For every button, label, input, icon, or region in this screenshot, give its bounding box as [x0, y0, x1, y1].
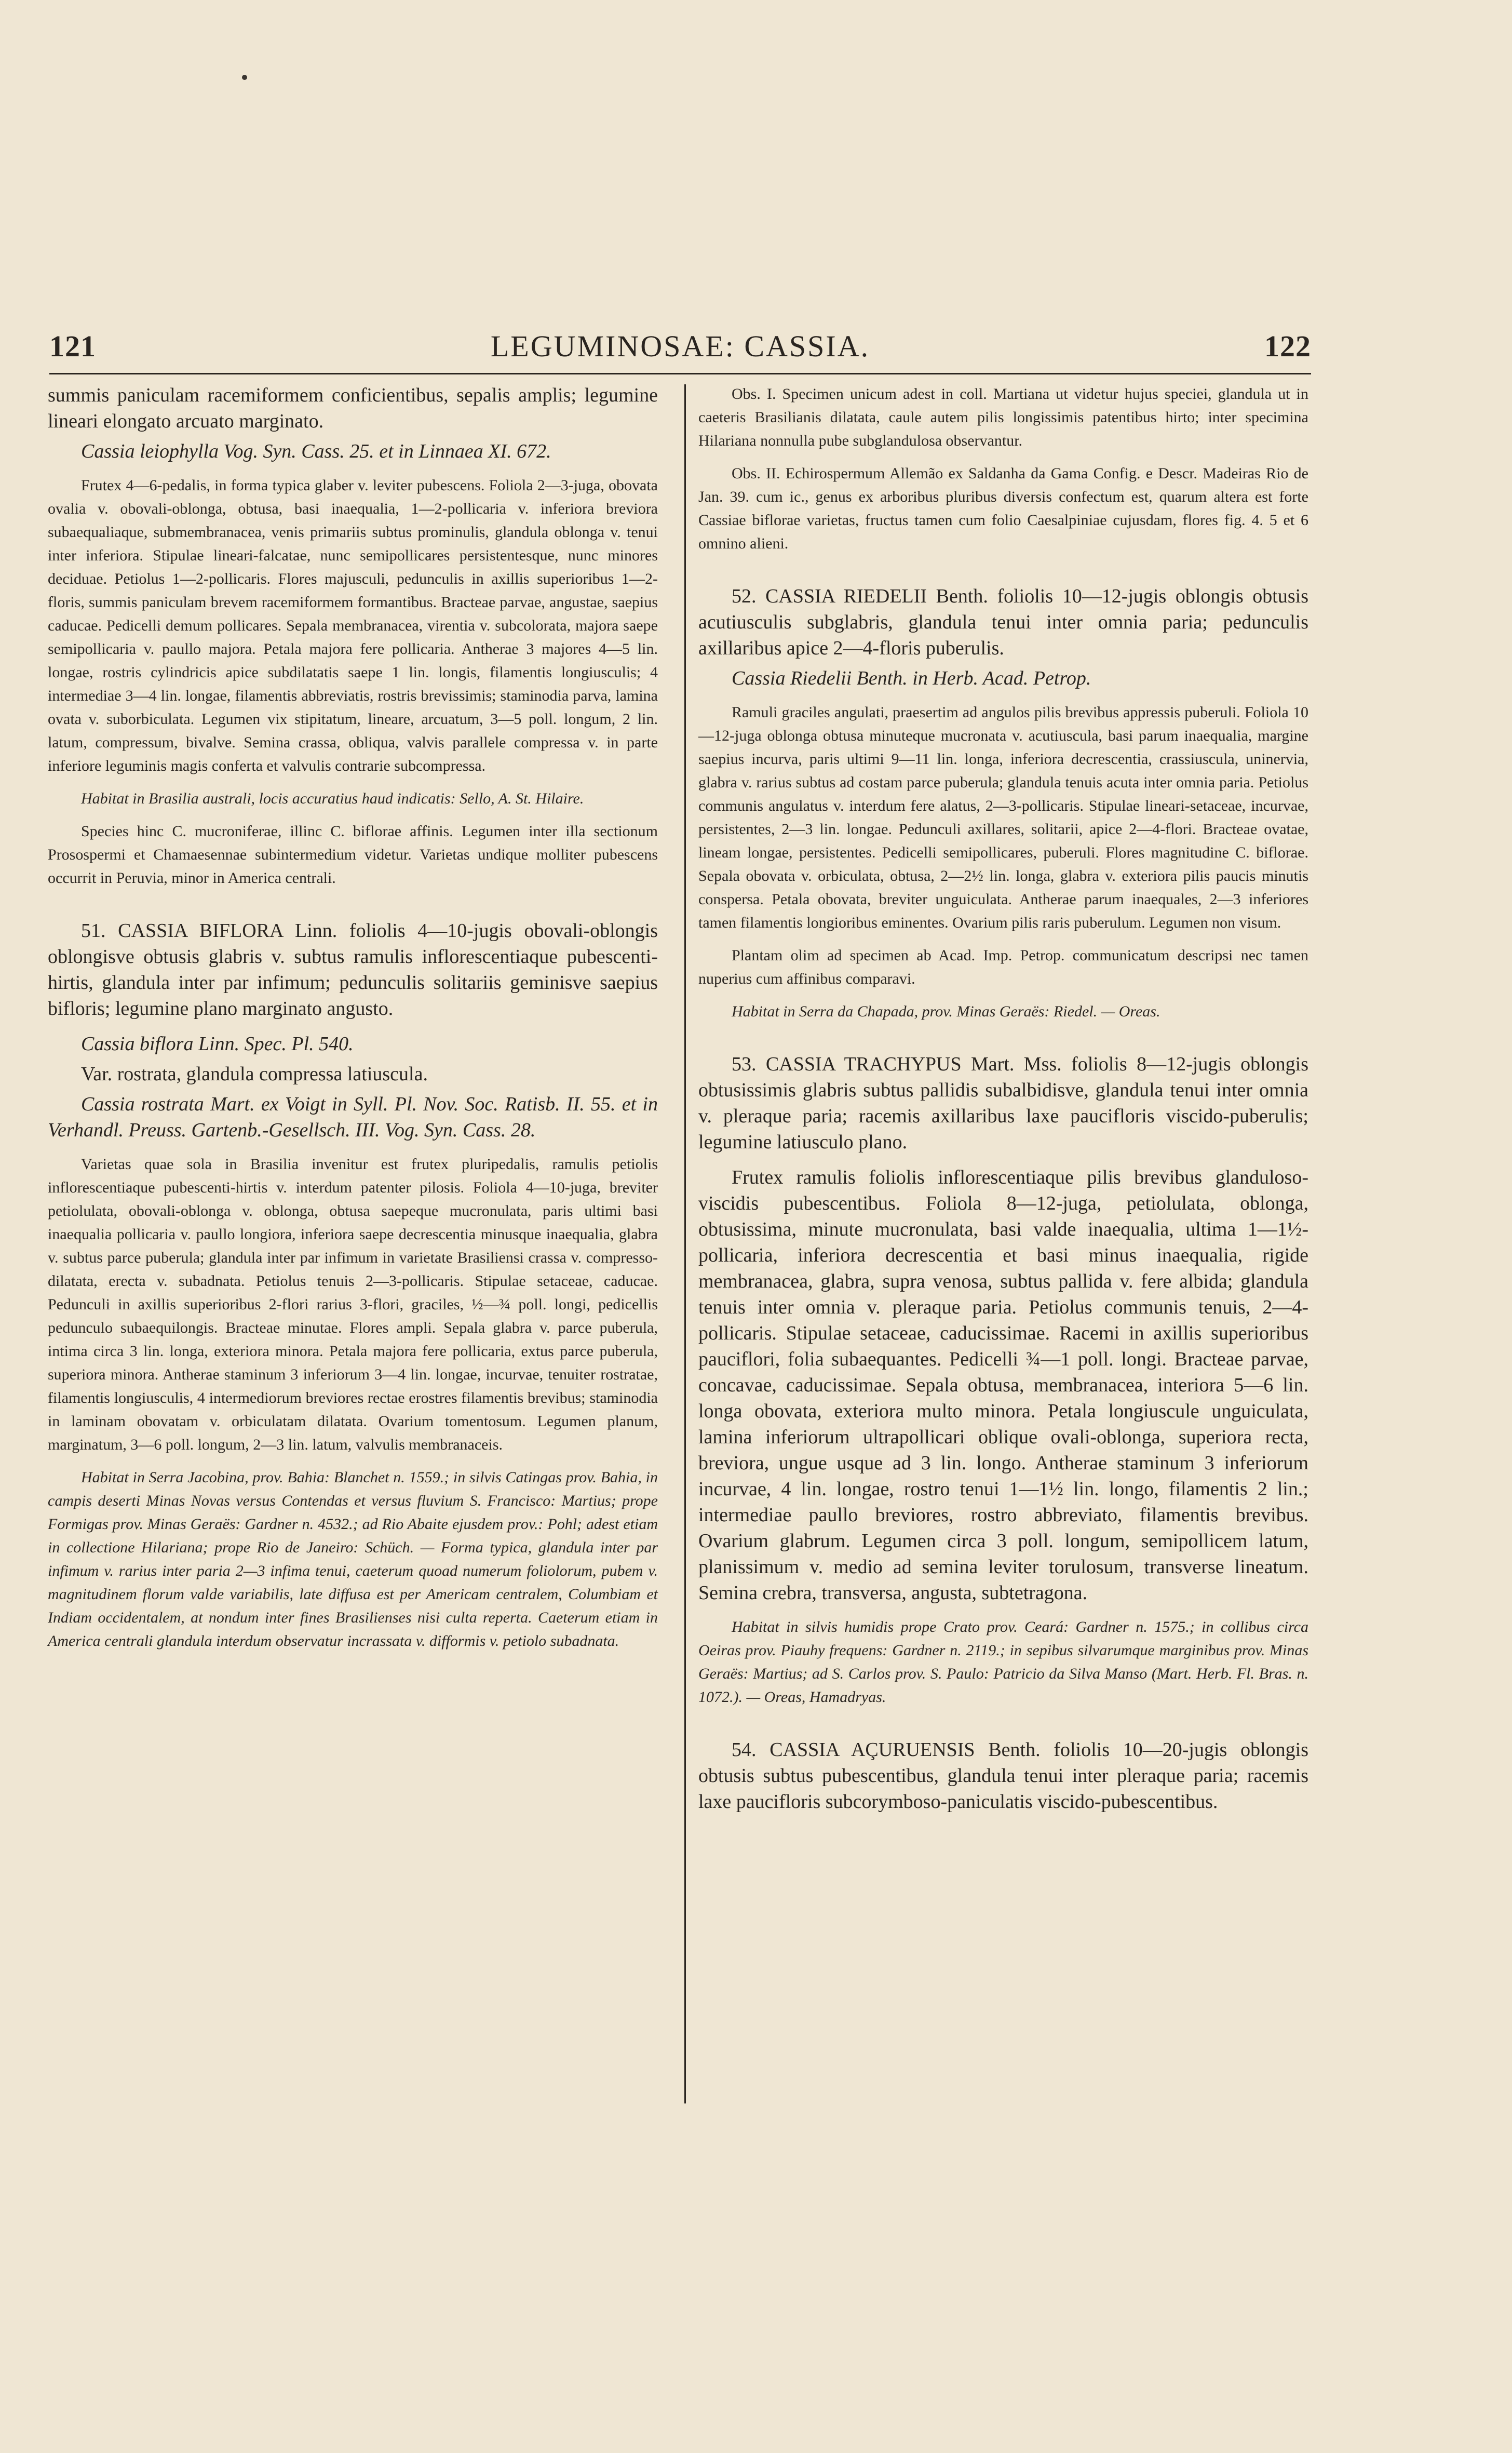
left-column-paragraph: Habitat in Brasilia australi, locis accuratius haud indicatis: Sello, A. St. Hilaire. — [81, 790, 584, 807]
left-column — [48, 382, 658, 1657]
left-column-paragraph: Habitat in Serra Jacobina, prov. Bahia: Blanchet n. 1559.; in silvis Catingas prov. Bahia, in campis deserti Minas Novas versus Contendas et versus fluvium S. Francisco: Martius; prope Formigas prov. Minas Geraës: Gardner n. 4532.; ad Rio Abaite ejusdem prov.: Pohl; adest etiam in collectione Hilariana; prope Rio de Janeiro: Schüch. — Forma typica, glandula inter par infimum v. rarius inter paria 2—3 infima tenui, caeterum quoad numerum foliolorum, pubem v. magnitudinem florum valde variabilis, late diffusa est per Americam centralem, Columbiam et Indiam occidentalem, at nondum inter fines Brasilienses nisi culta reperta. Caeterum etiam in America centrali glandula interdum observatur incrassata v. difformis v. petiolo subadnata. — [48, 1469, 658, 1650]
right-page-number: 122 — [1264, 329, 1311, 363]
left-column-paragraph: Varietas quae sola in Brasilia invenitur est frutex pluripedalis, ramulis petiolis inflorescentiaque pubescenti-hirtis v. interdum patenter pilosis. Foliola 4—10-juga, breviter petiolulata, obovali-oblonga v. oblonga, obtusa saepeque mucronulata, paris ultimi basi inaequalia pollicaria v. paullo longiora, inferiora saepe decrescentia minusque inaequalia, glabra v. subtus parce puberula; glandula inter par infimum in varietate Brasiliensi crassa v. compresso-dilatata, erecta v. subadnata. Petiolus tenuis 2—3-pollicaris. Stipulae setaceae, caducae. Pedunculi in axillis superioribus 2-flori rarius 3-flori, graciles, ½—¾ poll. longi, pedicellis pedunculo subaequilongis. Bracteae minutae. Flores ampli. Sepala glabra v. parce puberula, intima circa 3 lin. longa, exteriora minora. Petala majora fere pollicaria, extus parce puberula, superiora minora. Antherae staminum 3 inferiorum 3—4 lin. longae, incurvae, tenuiter rostratae, filamentis longiusculis, 4 intermediorum breviores rectae erostres filamentis brevibus; staminodia in laminam obovatam v. orbiculatam dilatata. Ovarium tomentosum. Legumen planum, marginatum, 3—6 poll. longum, 2—3 lin. latum, valvulis membranaceis. — [48, 1156, 658, 1453]
left-column-paragraph: Cassia rostrata Mart. ex Voigt in Syll. Pl. Nov. Soc. Ratisb. II. 55. et in Verhandl. Preuss. Gartenb.-Gesellsch. III. Vog. Syn. Cass. 28. — [48, 1093, 658, 1141]
right-column-paragraph: Habitat in Serra da Chapada, prov. Minas Geraës: Riedel. — Oreas. — [732, 1003, 1160, 1020]
header-rule — [49, 373, 1311, 374]
right-column-paragraph: 53. CASSIA TRACHYPUS Mart. Mss. foliolis 8—12-jugis oblongis obtusissimis glabris subtus pallidis subalbidisve, glandula tenui inter omnia v. pleraque paria; racemis axillaribus laxe paucifloris viscido-puberulis; legumine latiusculo plano. — [698, 1053, 1308, 1153]
right-column-paragraph: Obs. II. Echirospermum Allemão ex Saldanha da Gama Config. e Descr. Madeiras Rio de Jan. 39. cum ic., genus ex arboribus pluribus diversis confectum est, quarum altera est forte Cassiae biflorae varietas, fructus tamen cum folio Caesalpiniae cujusdam, flores fig. 4. 5 et 6 omnino alieni. — [698, 465, 1308, 552]
left-column-paragraph: Var. rostrata, glandula compressa latiuscula. — [81, 1063, 428, 1085]
right-column-paragraph: 54. CASSIA AÇURUENSIS Benth. foliolis 10—20-jugis oblongis obtusis subtus pubescentibus, glandula tenui inter pleraque paria; racemis laxe paucifloris subcorymboso-paniculatis viscido-pubescentibus. — [698, 1739, 1308, 1813]
ink-speck — [242, 75, 247, 80]
right-column-paragraph: Plantam olim ad specimen ab Acad. Imp. Petrop. communicatum descripsi nec tamen nuperius cum affinibus comparavi. — [698, 947, 1308, 987]
left-column-paragraph: Cassia leiophylla Vog. Syn. Cass. 25. et in Linnaea XI. 672. — [81, 440, 551, 462]
left-column-paragraph: Species hinc C. mucroniferae, illinc C. biflorae affinis. Legumen inter illa sectionum Prosospermi et Chamaesennae subintermedium videtur. Varietas undique molliter pubescens occurrit in Peruvia, minor in America centrali. — [48, 823, 658, 887]
right-column-paragraph: Frutex ramulis foliolis inflorescentiaque pilis brevibus glanduloso-viscidis pubescentibus. Foliola 8—12-juga, petiolulata, oblonga, obtusissima, minute mucronulata, basi valde inaequalia, ultima 1—1½-pollicaria, inferiora decrescentia et basi minus inaequalia, rigide membranacea, glabra, supra venosa, subtus pallida v. fere albida; glandula tenuis inter omnia v. pleraque paria. Petiolus communis tenuis, 2—4-pollicaris. Stipulae setaceae, caducissimae. Racemi in axillis superioribus pauciflori, folia subaequantes. Pedicelli ¾—1 poll. longi. Bracteae parvae, concavae, caducissimae. Sepala obtusa, membranacea, interiora 5—6 lin. longa obovata, exteriora multo minora. Petala longiuscule unguiculata, lamina inferiorum ultrapollicari oblique ovali-oblonga, superiora recta, breviora, ungue usque ad 3 lin. longo. Antherae staminum 3 inferiorum incurvae, 4 lin. longae, rostro tenui 1—1½ lin. longo, filamentis 2 lin.; intermediae paullo breviores, rostro abbreviato, filamentis brevibus. Ovarium glabrum. Legumen circa 3 poll. longum, semipollicem latum, planissimum v. medio ad semina leviter torulosum, transverse lineatum. Semina crebra, transversa, angusta, subtetragona. — [698, 1167, 1308, 1604]
column-separator — [684, 384, 686, 2103]
running-title: LEGUMINOSAE: CASSIA. — [490, 329, 870, 363]
right-column-paragraph: Cassia Riedelii Benth. in Herb. Acad. Petrop. — [732, 667, 1091, 689]
running-header — [49, 329, 1311, 370]
left-column-paragraph: summis paniculam racemiformem conficientibus, sepalis amplis; legumine lineari elongato arcuato marginato. — [48, 384, 658, 432]
left-column-paragraph: Cassia biflora Linn. Spec. Pl. 540. — [81, 1033, 354, 1055]
right-column — [698, 382, 1308, 1819]
right-column-paragraph: Obs. I. Specimen unicum adest in coll. Martiana ut videtur hujus speciei, glandula ut in caeteris Brasilianis dilatata, caule autem pilis longissimis patentibus hirto; inter specimina Hilariana nonnulla pube subglandulosa observantur. — [698, 385, 1308, 449]
left-page-number: 121 — [49, 329, 96, 363]
left-column-paragraph: 51. CASSIA BIFLORA Linn. foliolis 4—10-jugis obovali-oblongis oblongisve obtusis glabris v. subtus ramulis inflorescentiaque pubescenti-hirtis, glandula inter par infimum; pedunculis solitariis geminisve saepius bifloris; legumine plano marginato angusto. — [48, 920, 658, 1020]
left-column-paragraph: Frutex 4—6-pedalis, in forma typica glaber v. leviter pubescens. Foliola 2—3-juga, obovata ovalia v. obovali-oblonga, obtusa, basi inaequalia, 1—2-pollicaria v. inferiora breviora subaequaliaque, submembranacea, venis primariis subtus prominulis, glandula oblonga v. tenui inter inferiora. Stipulae lineari-falcatae, nunc semipollicares persistentesque, nunc minores deciduae. Petiolus 1—2-pollicaris. Flores majusculi, pedunculis in axillis superioribus 1—2-floris, summis paniculam brevem racemiformem formantibus. Bracteae parvae, angustae, saepius caducae. Pedicelli demum pollicares. Sepala membranacea, virentia v. subcolorata, majora saepe semipollicaria v. paullo majora. Petala majora fere pollicaria. Antherae 3 majores 4—5 lin. longae, rostris cylindricis apice subdilatatis saepe 1 lin. longis, filamentis longiusculis; 4 intermediae 3—4 lin. longae, filamentis abbreviatis, rostris brevissimis; staminodia parva, lamina ovata v. suborbiculata. Legumen vix stipitatum, lineare, arcuatum, 3—5 poll. longum, 2 lin. latum, compressum, bivalve. Semina crassa, obliqua, valvis parallele compressa v. in parte inferiore leguminis magis conferta et valvulis contrarie subcompressa. — [48, 477, 658, 774]
right-column-paragraph: Ramuli graciles angulati, praesertim ad angulos pilis brevibus appressis puberuli. Foliola 10—12-juga oblonga obtusa minuteque mucronata v. acutiuscula, basi parum inaequalia, margine saepius incurva, paris ultimi 9—11 lin. longa, inferiora decrescentia, crassiuscula, uninervia, glabra v. rarius subtus ad costam parce puberula; glandula tenuis acuta inter omnia paria. Petiolus communis angulatus v. interdum fere alatus, 2—3-pollicaris. Stipulae lineari-setaceae, incurvae, persistentes, 2—3 lin. longae. Pedunculi axillares, solitarii, apice 2—4-flori. Bracteae ovatae, lineam longae, persistentes. Pedicelli semipollicares, puberuli. Flores magnitudine C. biflorae. Sepala obovata v. orbiculata, obtusa, 2—2½ lin. longa, glabra v. exteriora pilis paucis minutis conspersa. Petala obovata, breviter unguiculata. Antherae parum inaequales, 2—3 inferiores tamen filamentis longioribus eminentes. Ovarium pilis raris puberulum. Legumen non visum. — [698, 704, 1308, 931]
right-column-paragraph: 52. CASSIA RIEDELII Benth. foliolis 10—12-jugis oblongis obtusis acutiusculis subglabris, glandula tenui inter omnia paria; pedunculis axillaribus apice 2—4-floris puberulis. — [698, 585, 1308, 659]
right-column-paragraph: Habitat in silvis humidis prope Crato prov. Ceará: Gardner n. 1575.; in collibus circa Oeiras prov. Piauhy frequens: Gardner n. 2119.; in sepibus silvarumque marginibus prov. Minas Geraës: Martius; ad S. Carlos prov. S. Paulo: Patricio da Silva Manso (Mart. Herb. Fl. Bras. n. 1072.). — Oreas, Hamadryas. — [698, 1618, 1308, 1706]
